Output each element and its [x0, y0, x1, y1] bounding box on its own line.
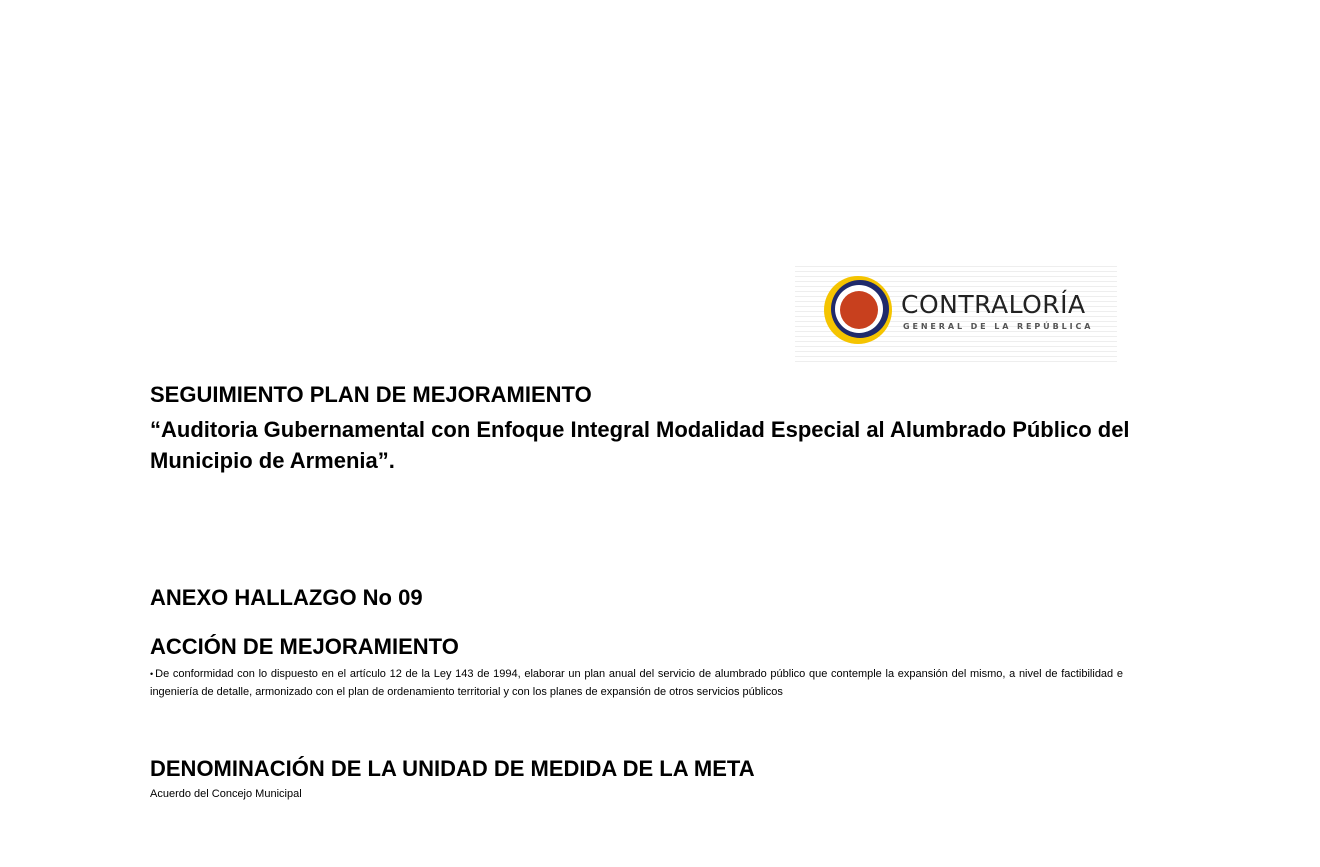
document-title: SEGUIMIENTO PLAN DE MEJORAMIENTO	[150, 382, 592, 407]
bullet-marker: •	[150, 669, 154, 679]
contraloria-logo	[795, 262, 1117, 364]
logo-wordmark: CONTRALORÍA	[901, 290, 1086, 319]
action-heading: ACCIÓN DE MEJORAMIENTO	[150, 634, 459, 659]
action-text: De conformidad con lo dispuesto en el artículo 12 de la Ley 143 de 1994, elaborar un plan anual del servicio de alumbrado público que contemple la expansión del mismo, a nivel de factibilidad e ingeniería de detalle, armonizado con el plan de ordenamiento territorial y con los planes de expansión de otros servicios públicos	[150, 668, 1123, 698]
document-subtitle: “Auditoria Gubernamental con Enfoque Integral Modalidad Especial al Alumbrado Público del Municipio de Armenia”.	[150, 417, 1130, 473]
logo-subtitle: GENERAL DE LA REPÚBLICA	[903, 322, 1094, 331]
unit-description: Acuerdo del Concejo Municipal	[150, 788, 302, 800]
annex-heading: ANEXO HALLAZGO No 09	[150, 585, 423, 610]
action-description	[150, 665, 1123, 701]
unit-heading: DENOMINACIÓN DE LA UNIDAD DE MEDIDA DE LA META	[150, 756, 755, 781]
